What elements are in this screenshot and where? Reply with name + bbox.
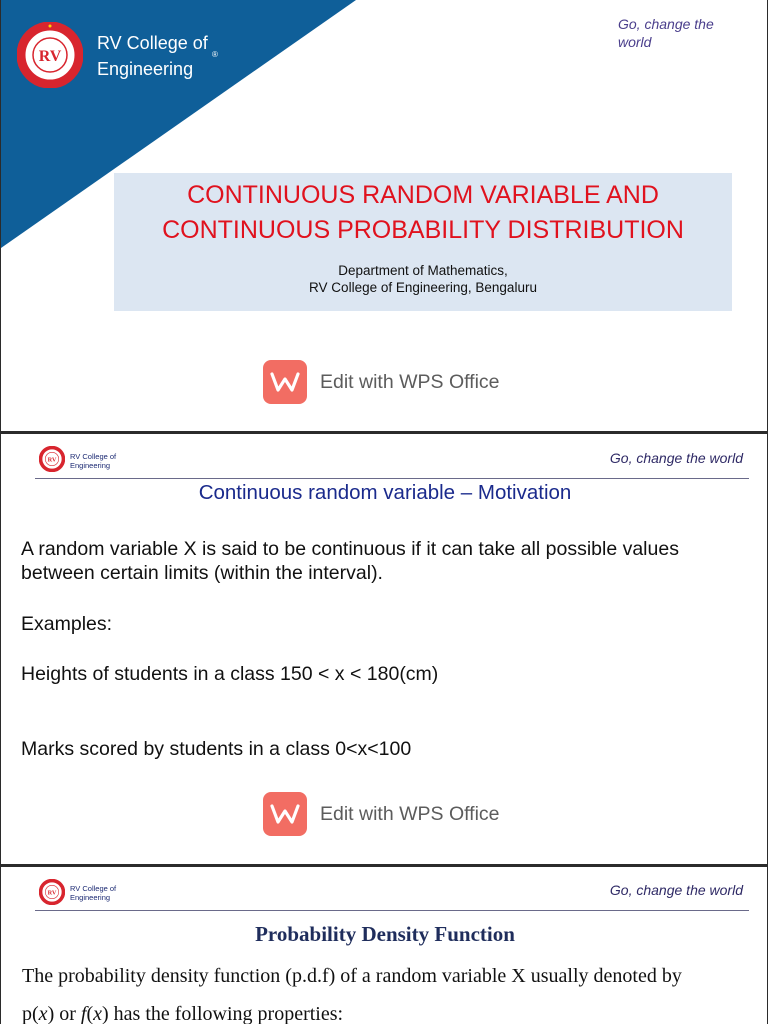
motivation-slide	[0, 434, 768, 864]
pdf-definition-line1: The probability density function (p.d.f) of a random variable X usually denoted by	[22, 965, 682, 987]
rv-college-logo	[39, 879, 65, 905]
pdf-slide	[0, 867, 768, 1024]
svg-text:RV: RV	[47, 889, 57, 897]
tagline: Go, change the world	[618, 16, 714, 50]
wps-edit-button[interactable]	[263, 360, 523, 404]
rv-college-logo	[17, 22, 83, 88]
examples-label: Examples:	[21, 613, 113, 635]
college-name: RV College of Engineering	[97, 33, 208, 79]
tagline: Go, change the world	[609, 882, 743, 898]
wps-logo-icon	[263, 792, 307, 836]
slide-title: Continuous random variable – Motivation	[198, 481, 572, 504]
header-rule	[35, 910, 749, 911]
wps-label: Edit with WPS Office	[320, 802, 500, 825]
college-name: RV College of Engineering	[70, 452, 117, 470]
rv-college-logo	[39, 446, 65, 472]
wps-label: Edit with WPS Office	[320, 370, 500, 393]
svg-text:RV: RV	[47, 456, 57, 464]
example-marks: Marks scored by students in a class 0<x<100	[21, 738, 412, 760]
college-name: RV College of Engineering	[70, 884, 117, 902]
example-heights: Heights of students in a class 150 < x < 180(cm)	[21, 663, 439, 685]
department-info: Department of Mathematics, RV College of Engineering, Bengaluru	[309, 263, 537, 295]
slide-title: Probability Density Function	[255, 922, 515, 946]
title-slide	[0, 0, 768, 431]
definition-paragraph: A random variable X is said to be continuous if it can take all possible values between certain limits (within the interval).	[21, 538, 679, 584]
title-box	[114, 173, 732, 311]
pdf-definition-line2: p(x) or f(x) has the following properties:	[22, 1003, 344, 1024]
registered-mark: ®	[212, 50, 218, 59]
wps-edit-button[interactable]	[263, 792, 523, 836]
wps-logo-icon	[263, 360, 307, 404]
slide-title: CONTINUOUS RANDOM VARIABLE AND CONTINUOUS PROBABILITY DISTRIBUTION	[162, 181, 684, 244]
header-rule	[35, 478, 749, 479]
svg-text:RV: RV	[38, 48, 62, 65]
tagline: Go, change the world	[609, 450, 743, 466]
